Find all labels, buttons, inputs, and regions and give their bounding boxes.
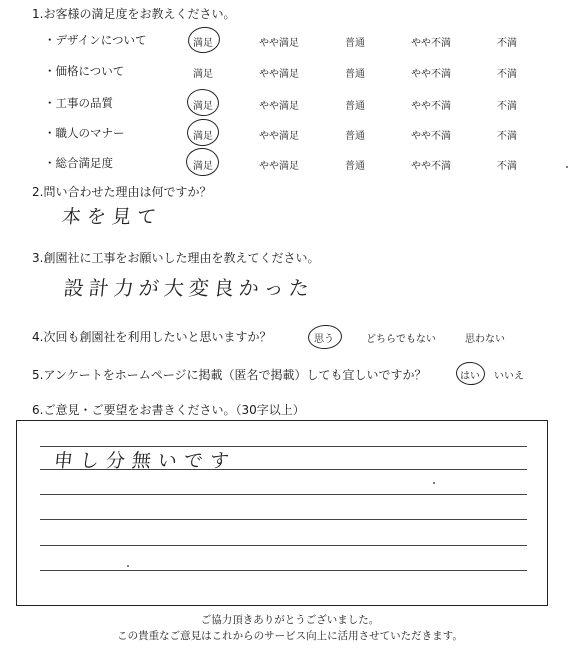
q3-title: 3.創園社に工事をお願いした理由を教えてください。 (32, 251, 320, 265)
q1-row-label-design: ・デザインについて (44, 33, 147, 47)
q4-option-yes[interactable]: 思う (314, 334, 334, 345)
q5-option-no[interactable]: いいえ (494, 371, 524, 382)
q1-option-satisfied[interactable]: 満足 (193, 161, 213, 172)
q1-option-neutral[interactable]: 普通 (345, 38, 365, 49)
comment-line (40, 570, 527, 571)
comment-line (40, 545, 527, 546)
q1-option-satisfied[interactable]: 満足 (193, 38, 213, 49)
q3-handwritten-answer: 設計力が大変良かった (62, 276, 316, 300)
q1-option-somewhat-satisfied[interactable]: やや満足 (259, 101, 299, 112)
footer-note: この貴重なご意見はこれからのサービス向上に活用させていただきます。 (117, 630, 463, 642)
q1-option-somewhat-dissatisfied[interactable]: やや不満 (411, 161, 451, 172)
q1-option-neutral[interactable]: 普通 (345, 131, 365, 142)
footer-thanks: ご協力頂きありがとうございました。 (200, 614, 380, 626)
selection-circle-mark (186, 25, 221, 55)
q5-option-yes[interactable]: はい (460, 371, 480, 382)
q1-option-neutral[interactable]: 普通 (345, 161, 365, 172)
q1-option-somewhat-satisfied[interactable]: やや満足 (259, 161, 299, 172)
q1-row-label-manners: ・職人のマナー (44, 126, 125, 140)
q1-title: 1.お客様の満足度をお教えください。 (32, 7, 236, 21)
q2-handwritten-answer: 本を見て (60, 206, 164, 228)
q1-option-neutral[interactable]: 普通 (345, 69, 365, 80)
comment-line (40, 519, 527, 520)
q1-option-satisfied[interactable]: 満足 (193, 131, 213, 142)
scan-speck (127, 565, 129, 567)
q1-option-dissatisfied[interactable]: 不満 (497, 161, 517, 172)
q1-option-dissatisfied[interactable]: 不満 (497, 101, 517, 112)
q1-option-dissatisfied[interactable]: 不満 (497, 38, 517, 49)
q6-title: 6.ご意見・ご要望をお書きください。（30字以上） (32, 403, 305, 417)
q4-option-no[interactable]: 思わない (465, 334, 505, 345)
selection-circle-mark (307, 324, 343, 350)
q1-option-somewhat-dissatisfied[interactable]: やや不満 (411, 69, 451, 80)
q2-title: 2.問い合わせた理由は何ですか？ (32, 185, 212, 199)
q1-row-label-price: ・価格について (44, 64, 125, 78)
q1-option-somewhat-satisfied[interactable]: やや満足 (259, 131, 299, 142)
q1-option-satisfied[interactable]: 満足 (193, 69, 213, 80)
q4-option-neither[interactable]: どちらでもない (366, 334, 436, 345)
q4-title: 4.次回も創園社を利用したいと思いますか？ (32, 330, 272, 344)
q6-handwritten-answer: 申し分無いです (52, 450, 238, 472)
q1-option-somewhat-dissatisfied[interactable]: やや不満 (411, 38, 451, 49)
q1-row-label-quality: ・工事の品質 (44, 96, 113, 110)
selection-circle-mark (185, 147, 220, 177)
scan-speck (433, 482, 435, 484)
q5-title: 5.アンケートをホームページに掲載（匿名で掲載）しても宜しいですか？ (32, 368, 427, 382)
q1-option-somewhat-dissatisfied[interactable]: やや不満 (411, 131, 451, 142)
scan-speck (566, 166, 568, 168)
comment-line (40, 494, 527, 495)
selection-circle-mark (455, 361, 486, 386)
selection-circle-mark (186, 118, 220, 148)
q1-option-somewhat-dissatisfied[interactable]: やや不満 (411, 101, 451, 112)
q1-option-satisfied[interactable]: 満足 (193, 101, 213, 112)
q1-row-label-overall: ・総合満足度 (44, 156, 113, 170)
selection-circle-mark (186, 87, 221, 117)
q1-option-neutral[interactable]: 普通 (345, 101, 365, 112)
q1-option-dissatisfied[interactable]: 不満 (497, 69, 517, 80)
q1-option-somewhat-satisfied[interactable]: やや満足 (259, 38, 299, 49)
q1-option-somewhat-satisfied[interactable]: やや満足 (259, 69, 299, 80)
q1-option-dissatisfied[interactable]: 不満 (497, 131, 517, 142)
